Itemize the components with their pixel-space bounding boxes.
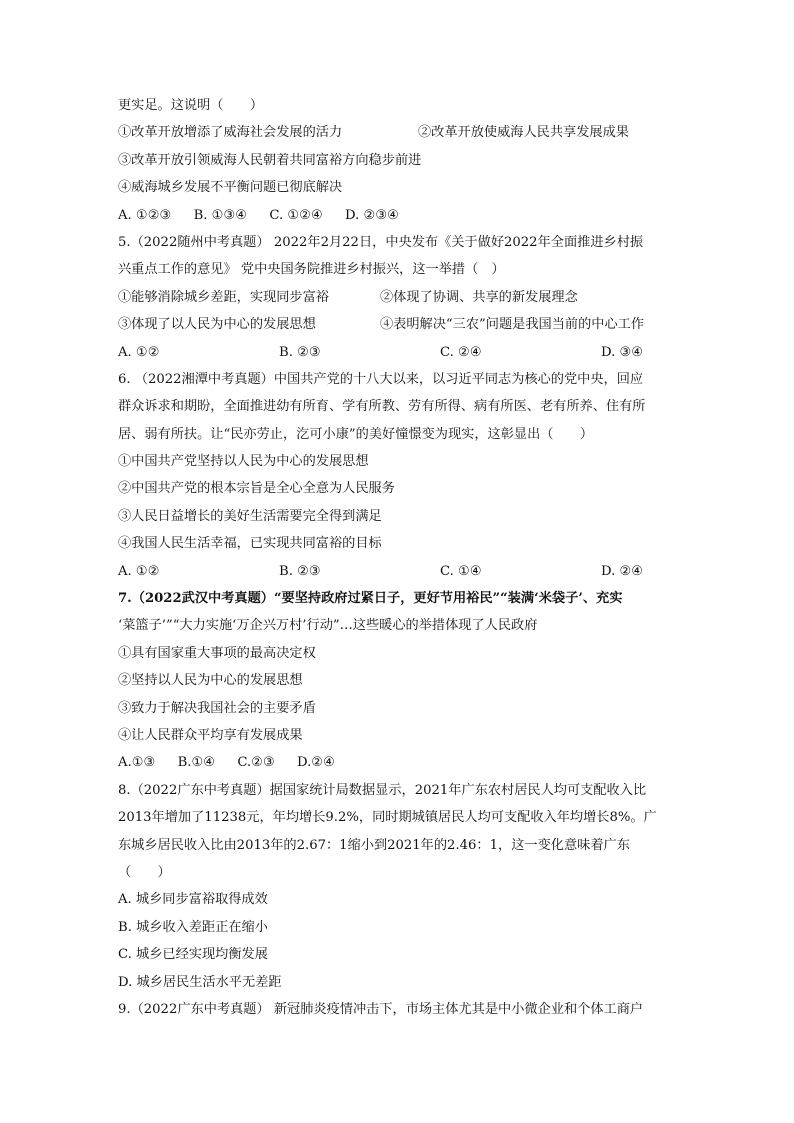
- q6-option-3: ③人民日益增长的美好生活需要完全得到满足: [118, 508, 382, 524]
- q8-stem-line-4: （ ）: [118, 864, 171, 880]
- q5-option-1: ①能够消除城乡差距，实现同步富裕: [118, 289, 329, 305]
- q8-stem-line-3: 东城乡居民收入比由2013年的2.67：1缩小到2021年的2.46：1，这一变化意味着广东: [118, 837, 630, 853]
- q6-choice-d: D. ②④: [601, 563, 644, 579]
- q5-options-row-2: [118, 311, 684, 338]
- q4-option-4: ④威海城乡发展不平衡问题已彻底解决: [118, 180, 343, 196]
- q4-choice-c: C. ①②④: [269, 207, 323, 223]
- q5-options-row-1: [118, 284, 684, 311]
- q6-option-1: ①中国共产党坚持以人民为中心的发展思想: [118, 454, 369, 470]
- q7-option-1: ①具有国家重大事项的最高决定权: [118, 645, 316, 661]
- q4-choice-d: D. ②③④: [345, 207, 399, 223]
- q8-option-c: C. 城乡已经实现均衡发展: [118, 947, 268, 963]
- q5-choices: [118, 339, 684, 366]
- q4-options-row-1: [118, 119, 684, 146]
- q6-choice-a: A. ①②: [118, 563, 160, 579]
- q6-choices: [118, 558, 684, 585]
- q8-stem-line-1: 8.（2022广东中考真题）据国家统计局数据显示，2021年广东农村居民人均可支配收入比: [118, 782, 647, 798]
- q4-choice-a: A. ①②③: [118, 207, 172, 223]
- q7-choice-b: B.①④: [177, 755, 216, 771]
- document-page: [118, 92, 684, 1023]
- q5-stem-line-1: 5.（2022随州中考真题） 2022年2月22日，中央发布《关于做好2022年全面推进乡村振: [118, 234, 644, 250]
- q5-option-2: ②体现了协调、共享的新发展理念: [380, 289, 578, 305]
- q7-choice-a: A.①③: [118, 755, 156, 771]
- q5-choice-b: B. ②③: [279, 344, 321, 360]
- q6-stem-line-2: 群众诉求和期盼，全面推进幼有所育、学有所教、劳有所得、病有所医、老有所养、住有所: [118, 399, 646, 415]
- q7-stem-text-1: 7.（2022武汉中考真题）“要坚持政府过紧日子，更好节用裕民”“装满‘米袋子’、充实: [118, 591, 623, 607]
- q6-stem-line-3: 居、弱有所扶。让“民亦劳止，汔可小康”的美好憧憬变为现实，这彰显出（ ）: [118, 426, 594, 442]
- q5-option-4: ④表明解决“三农”问题是我国当前的中心工作: [380, 317, 645, 333]
- q8-option-a: A. 城乡同步富裕取得成效: [118, 892, 268, 908]
- q8-option-d: D. 城乡居民生活水平无差距: [118, 974, 282, 990]
- q7-option-4: ④让人民群众平均享有发展成果: [118, 727, 303, 743]
- q7-stem-line-1: [118, 585, 684, 612]
- q5-choice-d: D. ③④: [601, 344, 644, 360]
- q6-option-2: ②中国共产党的根本宗旨是全心全意为人民服务: [118, 481, 395, 497]
- q8-option-b: B. 城乡收入差距正在缩小: [118, 919, 268, 935]
- q4-choice-b: B. ①③④: [193, 207, 248, 223]
- q5-choice-c: C. ②④: [440, 344, 482, 360]
- q5-choice-a: A. ①②: [118, 344, 160, 360]
- q6-choice-b: B. ②③: [279, 563, 321, 579]
- q5-option-3: ③体现了以人民为中心的发展思想: [118, 317, 316, 333]
- q4-choices: [118, 202, 684, 229]
- q7-choices: [118, 749, 684, 776]
- q6-stem-line-1: 6. （2022湘潭中考真题）中国共产党的十八大以来，以习近平同志为核心的党中央，回应: [118, 371, 644, 387]
- q7-stem-line-2: ‘菜篮子’”“大力实施‘万企兴万村’行动”…这些暖心的举措体现了人民政府: [118, 618, 538, 634]
- q8-stem-line-2: 2013年增加了11238元，年均增长9.2%，同时期城镇居民人均可支配收入年均增长8%。广: [118, 810, 657, 826]
- q6-option-4: ④我国人民生活幸福，已实现共同富裕的目标: [118, 536, 382, 552]
- q9-stem-line-1: 9.（2022广东中考真题） 新冠肺炎疫情冲击下，市场主体尤其是中小微企业和个体工商户: [118, 1001, 644, 1017]
- q7-choice-d: D.②④: [296, 755, 335, 771]
- q4-option-2: ②改革开放使威海人民共享发展成果: [418, 125, 629, 141]
- q7-option-3: ③致力于解决我国社会的主要矛盾: [118, 700, 316, 716]
- q4-option-1: ①改革开放增添了威海社会发展的活力: [118, 125, 343, 141]
- q5-stem-line-2: 兴重点工作的意见》 党中央国务院推进乡村振兴，这一举措（ ）: [118, 262, 505, 278]
- q7-option-2: ②坚持以人民为中心的发展思想: [118, 673, 303, 689]
- q7-choice-c: C.②③: [237, 755, 275, 771]
- q4-stem-tail: 更实足。这说明（ ）: [118, 98, 264, 113]
- q6-choice-c: C. ①④: [440, 563, 482, 579]
- q4-option-3: ③改革开放引领威海人民朝着共同富裕方向稳步前进: [118, 152, 422, 168]
